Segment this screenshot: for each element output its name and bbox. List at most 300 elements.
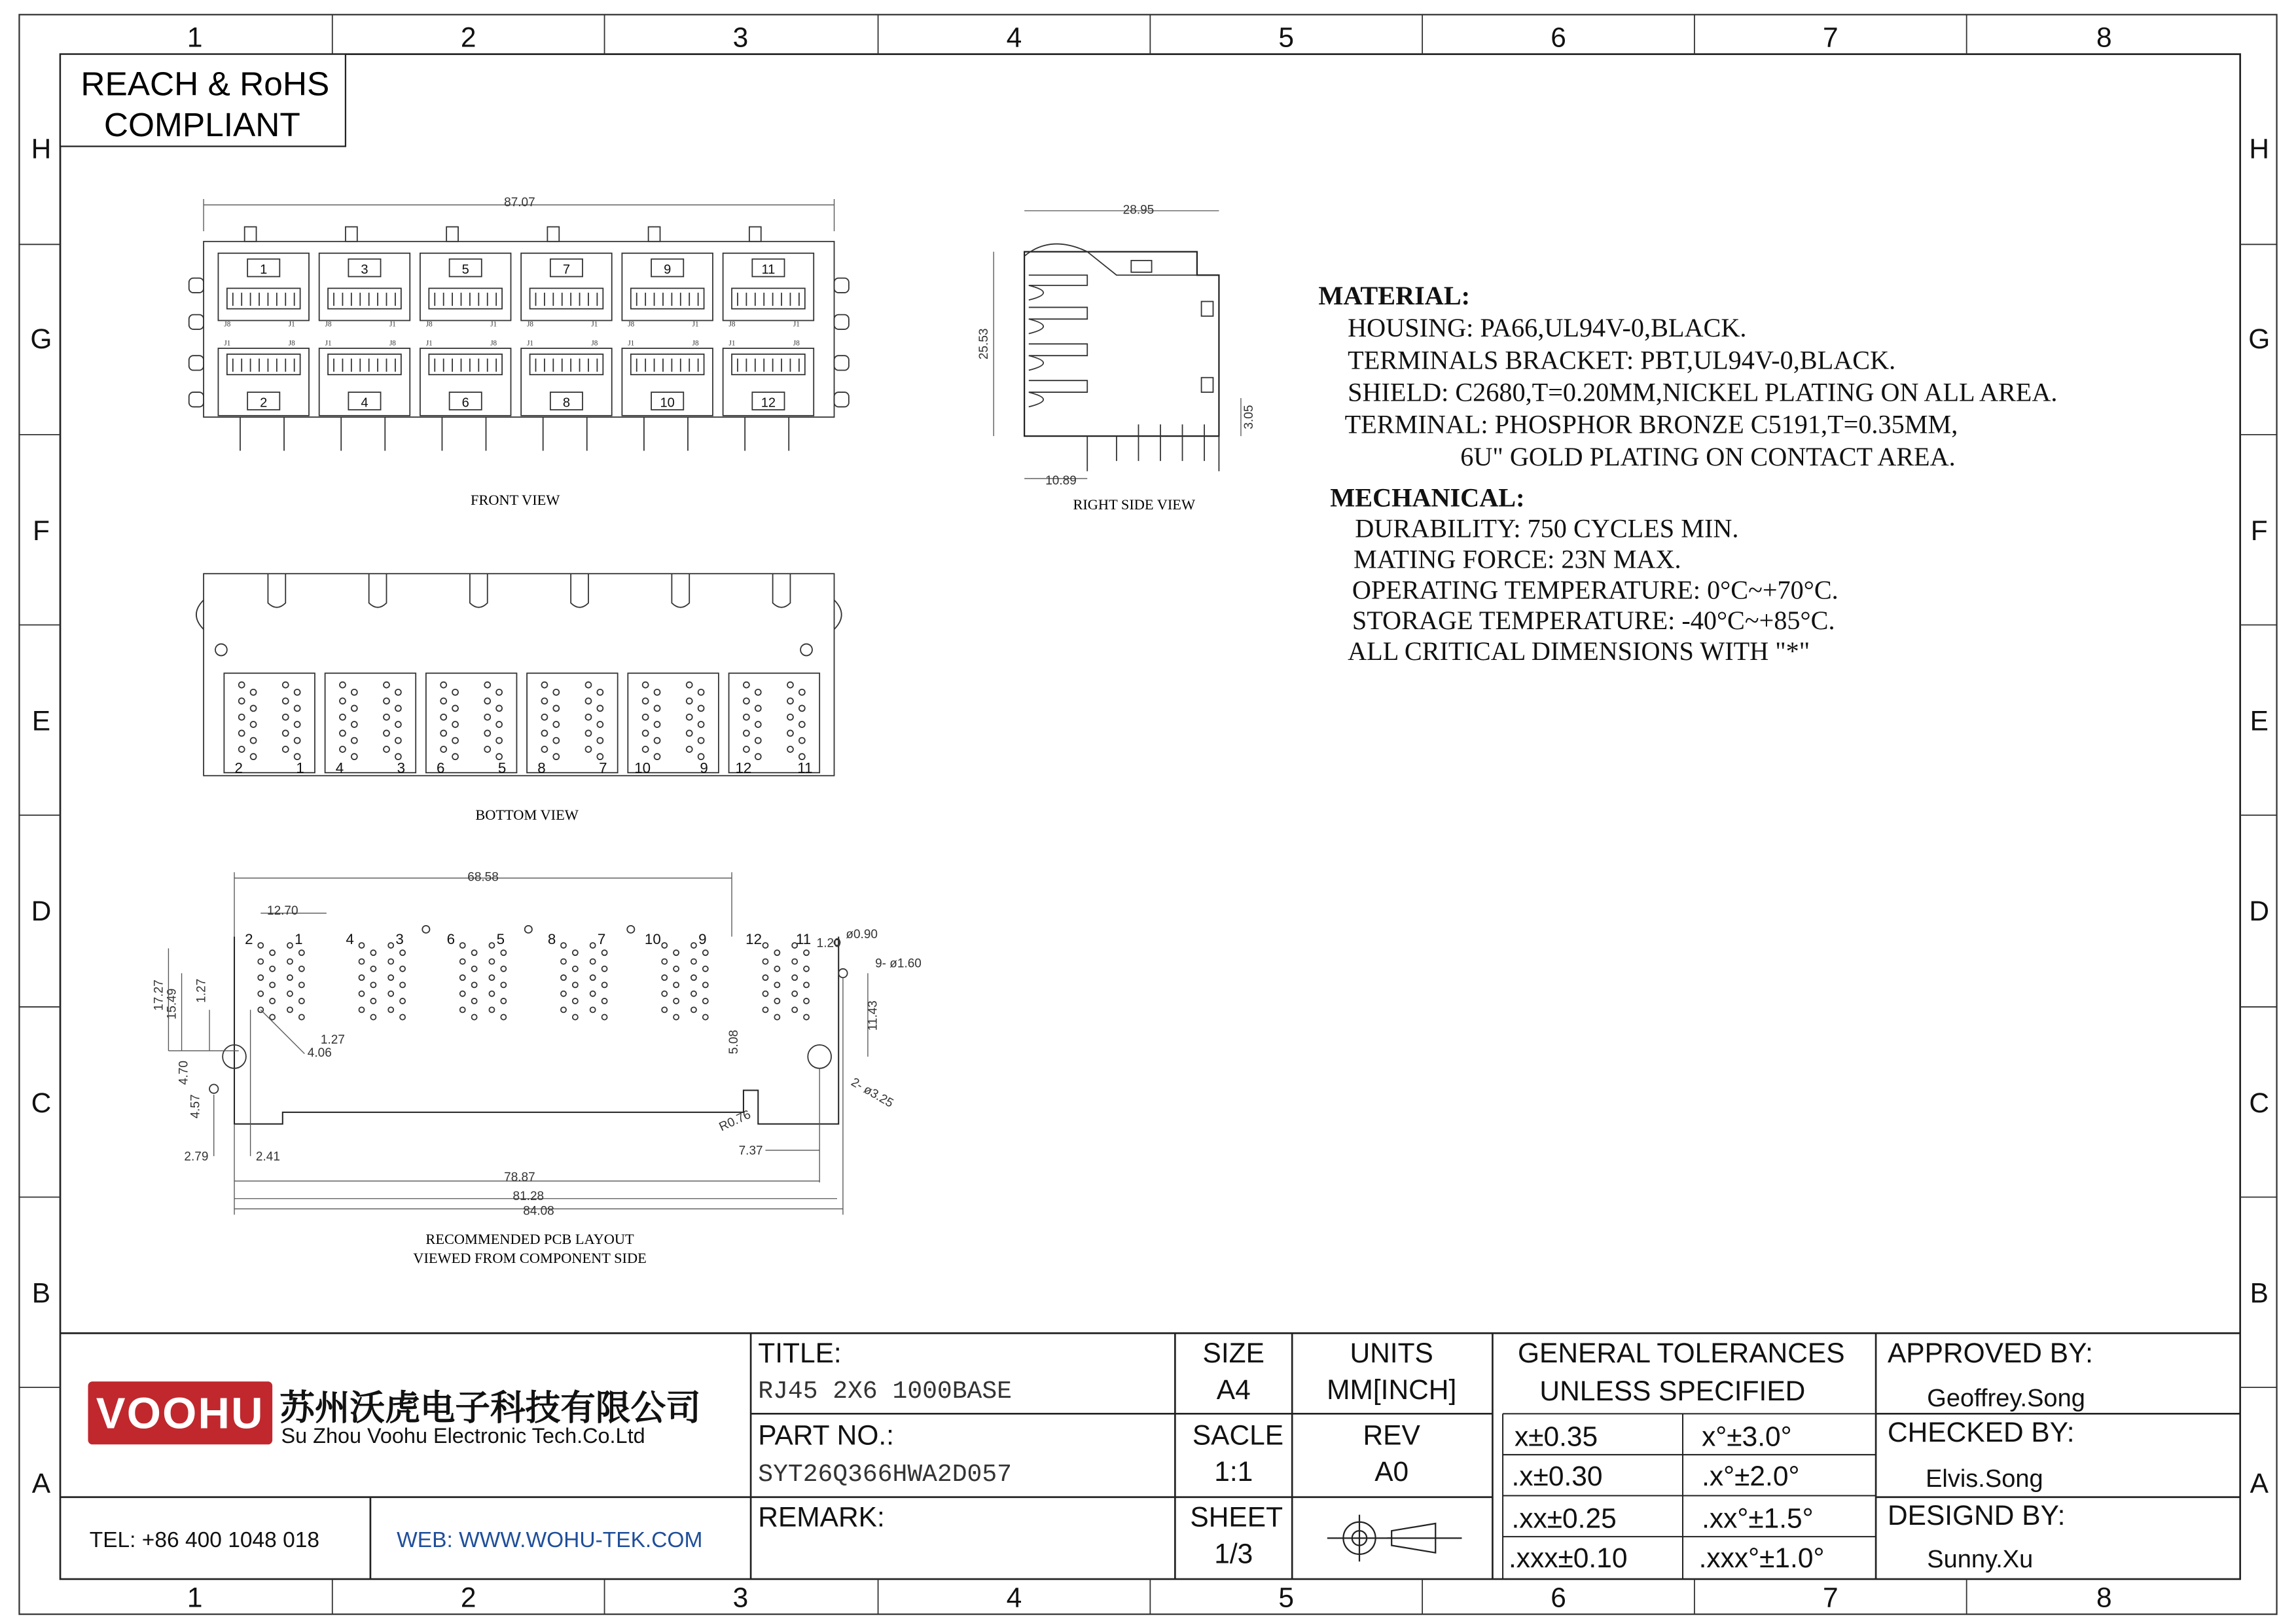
pin-mark: J1 (224, 339, 231, 348)
pin-hole (283, 730, 289, 736)
pin-block (729, 673, 820, 773)
units-label: UNITS (1350, 1338, 1433, 1369)
pcb-dim-4-57: 4.57 (188, 1094, 203, 1119)
pcb-hole (489, 943, 494, 948)
pcb-hole (460, 943, 465, 948)
pcb-hole (774, 982, 780, 987)
pin-mark: J1 (389, 320, 396, 329)
pair-label: 9 (700, 759, 708, 776)
pin-mark: J1 (793, 320, 800, 329)
pin-hole (484, 714, 490, 720)
pcb-hole (762, 975, 768, 980)
shield-tab (773, 574, 791, 607)
pin-hole (395, 689, 401, 695)
tolerance-cell: .xx±0.25 (1511, 1503, 1617, 1534)
pin-mark: J8 (425, 320, 433, 329)
pcb-hole (561, 1007, 566, 1012)
shield-tab (268, 574, 285, 607)
pin-hole (351, 754, 357, 759)
pcb-hole (287, 991, 293, 996)
col-label-bottom: 6 (1551, 1582, 1566, 1613)
port-contacts (530, 288, 603, 308)
material-line: 6U" GOLD PLATING ON CONTACT AREA. (1460, 441, 1956, 471)
pair-label: 4 (335, 759, 344, 776)
part-no-value: SYT26Q366HWA2D057 (758, 1461, 1012, 1489)
pcb-hole (804, 950, 809, 955)
tolerance-cell: .x±0.30 (1511, 1460, 1603, 1491)
pcb-dim-2-41: 2.41 (255, 1150, 280, 1164)
compliance-line1: REACH & RoHS (81, 64, 330, 103)
pin-hole (643, 746, 649, 752)
pin-hole (395, 721, 401, 727)
pin-mark: J8 (288, 339, 295, 348)
pcb-hole (590, 991, 596, 996)
pcb-hole (472, 966, 477, 972)
side-tab (834, 278, 849, 293)
pin-hole (698, 721, 704, 727)
approved-value: Geoffrey.Song (1927, 1385, 2085, 1413)
pin-hole (643, 730, 649, 736)
side-tab (189, 392, 204, 407)
side-view-caption: RIGHT SIDE VIEW (1073, 496, 1196, 513)
port-number: 1 (260, 263, 268, 278)
port-number: 4 (361, 395, 368, 410)
port-contacts (429, 288, 502, 308)
pcb-hole (573, 950, 578, 955)
pin-hole (787, 714, 793, 720)
pcb-hole (792, 991, 797, 996)
pcb-hole (602, 982, 607, 987)
pin-hole (340, 682, 346, 688)
pin-hole (655, 721, 660, 727)
pcb-pair-label: 6 (446, 930, 456, 947)
pcb-hole (299, 950, 304, 955)
port-contacts (227, 354, 300, 374)
pin-mark: J8 (591, 339, 598, 348)
pcb-hole (590, 943, 596, 948)
designed-value: Sunny.Xu (1927, 1546, 2034, 1574)
port-contacts (328, 354, 401, 374)
pin-hole (340, 730, 346, 736)
pair-label: 11 (797, 759, 813, 776)
pcb-hole (270, 998, 275, 1004)
pcb-hole (299, 998, 304, 1004)
row-label-right: G (2248, 323, 2270, 355)
col-label-bottom: 7 (1822, 1582, 1839, 1613)
pcb-hole (501, 966, 506, 972)
pin-hole (239, 714, 245, 720)
tolerance-cell: .xxx°±1.0° (1698, 1542, 1825, 1574)
pcb-hole (460, 1007, 465, 1012)
port-number: 8 (562, 395, 571, 410)
pin-mark: J8 (692, 339, 699, 348)
pcb-hole (561, 959, 566, 964)
pcb-dim-hole-0-90: ø0.90 (846, 927, 878, 941)
pin-hole (239, 698, 245, 704)
pcb-hole (258, 959, 263, 964)
size-label: SIZE (1202, 1338, 1265, 1369)
pin-hole (586, 714, 592, 720)
pcb-dim-7-37: 7.37 (738, 1144, 763, 1158)
pcb-dim-81-28: 81.28 (512, 1189, 545, 1203)
pcb-pair-label: 5 (496, 930, 505, 947)
pcb-hole (270, 1015, 275, 1020)
pin-hole (655, 754, 660, 759)
shield-tab (470, 574, 488, 607)
pin-hole (655, 689, 660, 695)
pcb-dim-radius: R0.76 (717, 1107, 753, 1135)
pin-hole (643, 682, 649, 688)
top-tab (749, 227, 761, 241)
col-label-top: 6 (1551, 22, 1566, 53)
pcb-hole (489, 991, 494, 996)
pcb-dim-4-06: 4.06 (307, 1046, 332, 1060)
pin-hole (799, 721, 805, 727)
port-number: 3 (361, 263, 368, 278)
pin-hole (251, 754, 257, 759)
rev-value: A0 (1374, 1456, 1409, 1487)
port-number: 11 (761, 263, 776, 278)
tolerance-heading: GENERAL TOLERANCES (1517, 1338, 1845, 1369)
pcb-hole (270, 966, 275, 972)
pcb-dim-4-70: 4.70 (177, 1061, 191, 1085)
tolerance-cell: .x°±2.0° (1702, 1460, 1800, 1491)
side-standoff-dim: 3.05 (1242, 405, 1256, 429)
pcb-dim-68-58: 68.58 (467, 870, 499, 884)
pin-hole (687, 730, 692, 736)
pcb-hole (388, 975, 393, 980)
port-contacts (631, 288, 704, 308)
pin-hole (295, 738, 300, 744)
pcb-hole (703, 1015, 708, 1020)
pcb-hole (792, 959, 797, 964)
pin-mark: J1 (425, 339, 433, 348)
company-name-en: Su Zhou Voohu Electronic Tech.Co.Ltd (281, 1424, 645, 1448)
pin-hole (755, 721, 761, 727)
size-value: A4 (1216, 1374, 1251, 1405)
pcb-hole (472, 950, 477, 955)
pcb-dim-1-20: 1.20 (816, 936, 841, 951)
col-label-top: 4 (1006, 22, 1022, 53)
pin-hole (484, 682, 490, 688)
pcb-hole (472, 982, 477, 987)
scale-value: 1:1 (1214, 1456, 1253, 1487)
pin-hole (643, 698, 649, 704)
pcb-hole (270, 982, 275, 987)
pcb-hole (472, 998, 477, 1004)
pin-hole (440, 682, 446, 688)
tolerance-cell: x°±3.0° (1702, 1421, 1792, 1452)
pin-hole (239, 746, 245, 752)
port-number: 2 (260, 395, 268, 410)
pcb-hole (299, 982, 304, 987)
pin-hole (295, 721, 300, 727)
row-label-right: E (2250, 705, 2269, 737)
compliance-line2: COMPLIANT (103, 105, 300, 143)
pcb-hole (400, 998, 405, 1004)
rev-label: REV (1363, 1419, 1420, 1451)
pin-hole (295, 754, 300, 759)
pin-hole (597, 754, 603, 759)
pcb-hole (602, 950, 607, 955)
title-label: TITLE: (758, 1338, 842, 1369)
pin-hole (597, 738, 603, 744)
right-side-view (977, 203, 1256, 513)
pin-hole (643, 714, 649, 720)
pcb-dim-11-43: 11.43 (866, 1000, 880, 1031)
pin-mark: J8 (325, 320, 332, 329)
pin-block (628, 673, 719, 773)
tolerance-cell: x±0.35 (1514, 1421, 1598, 1452)
pin-mark: J8 (793, 339, 800, 348)
pcb-pair-label: 12 (745, 930, 762, 947)
shield-tab (672, 574, 689, 607)
pin-hole (351, 721, 357, 727)
pin-mark: J8 (224, 320, 231, 329)
pcb-hole (590, 959, 596, 964)
pcb-pair-label: 2 (245, 930, 253, 947)
pcb-hole (602, 966, 607, 972)
pcb-hole (673, 966, 679, 972)
pcb-caption-line1: RECOMMENDED PCB LAYOUT (425, 1231, 634, 1248)
pcb-hole (573, 1015, 578, 1020)
pin-hole (384, 698, 389, 704)
port-contacts (530, 354, 603, 374)
material-heading: MATERIAL: (1318, 280, 1471, 310)
projection-symbol-icon (1327, 1515, 1462, 1562)
pcb-hole (774, 966, 780, 972)
row-label-right: H (2249, 133, 2270, 164)
pin-block (527, 673, 618, 773)
pin-hole (452, 738, 458, 744)
col-label-bottom: 1 (187, 1582, 203, 1613)
row-label-left: C (31, 1087, 52, 1118)
pin-hole (496, 689, 502, 695)
pcb-hole (561, 943, 566, 948)
pcb-pair-label: 7 (597, 930, 606, 947)
col-label-bottom: 5 (1278, 1582, 1295, 1613)
pin-hole (586, 682, 592, 688)
pcb-hole (388, 943, 393, 948)
pcb-hole (774, 1015, 780, 1020)
shield-tab (369, 574, 387, 607)
pcb-hole (359, 991, 364, 996)
pin-mark: J8 (490, 339, 497, 348)
pair-label: 7 (599, 759, 607, 776)
pcb-hole (370, 950, 376, 955)
pcb-hole (359, 1007, 364, 1012)
pcb-hole (691, 991, 696, 996)
pin-hole (698, 754, 704, 759)
pin-hole (351, 705, 357, 711)
top-tab (346, 227, 357, 241)
side-tab (189, 356, 204, 370)
pcb-hole (673, 982, 679, 987)
pcb-hole (388, 991, 393, 996)
pcb-hole (691, 943, 696, 948)
pin-hole (687, 714, 692, 720)
pcb-dim-hole-3-25: 2- ø3.25 (848, 1075, 896, 1111)
pcb-hole (774, 998, 780, 1004)
pcb-hole (489, 975, 494, 980)
pair-label: 12 (735, 759, 752, 776)
pcb-hole (489, 959, 494, 964)
pin-hole (597, 721, 603, 727)
port-number: 10 (660, 395, 675, 410)
pin-hole (440, 746, 446, 752)
compliance-box (60, 54, 346, 147)
pin-hole (553, 754, 559, 759)
pcb-hole (774, 950, 780, 955)
pin-hole (787, 746, 793, 752)
pin-hole (239, 682, 245, 688)
pin-hole (541, 682, 547, 688)
pcb-dim-5-08: 5.08 (726, 1030, 741, 1055)
pcb-hole (460, 991, 465, 996)
outer-frame (19, 14, 2276, 1614)
row-label-left: H (31, 133, 52, 164)
port-number: 12 (761, 395, 776, 410)
pin-hole (553, 738, 559, 744)
sheet-label: SHEET (1190, 1501, 1283, 1533)
col-label-bottom: 2 (460, 1582, 476, 1613)
port-number: 7 (562, 263, 571, 278)
pcb-hole (287, 1007, 293, 1012)
pcb-hole (489, 1007, 494, 1012)
side-tab (834, 392, 849, 407)
pcb-dim-84-08: 84.08 (523, 1204, 554, 1218)
pcb-hole (691, 959, 696, 964)
pin-hole (586, 730, 592, 736)
pin-hole (687, 698, 692, 704)
mechanical-heading: MECHANICAL: (1330, 483, 1525, 513)
pin-hole (452, 754, 458, 759)
pin-hole (395, 738, 401, 744)
pcb-hole (270, 950, 275, 955)
pcb-dim-2-79: 2.79 (184, 1150, 209, 1164)
pcb-hole (703, 998, 708, 1004)
scale-label: SACLE (1192, 1419, 1284, 1451)
company-name-cn: 苏州沃虎电子科技有限公司 (279, 1388, 701, 1428)
pcb-hole (370, 1015, 376, 1020)
row-label-right: B (2250, 1277, 2269, 1309)
notes-block (1318, 281, 2057, 666)
pcb-hole (573, 982, 578, 987)
pcb-hole (691, 975, 696, 980)
pin-hole (787, 682, 793, 688)
pin-hole (541, 746, 547, 752)
pin-mark: J1 (728, 339, 736, 348)
row-label-right: F (2250, 515, 2268, 546)
pin-hole (655, 705, 660, 711)
front-view-caption: FRONT VIEW (471, 492, 560, 509)
row-label-right: A (2250, 1468, 2269, 1499)
pcb-dim-hole-1-60: 9- ø1.60 (875, 957, 922, 971)
pcb-dim-1-27: 1.27 (194, 978, 209, 1003)
pin-hole (799, 705, 805, 711)
top-tab (649, 227, 660, 241)
pin-mark: J1 (527, 339, 534, 348)
part-no-label: PART NO.: (758, 1419, 894, 1451)
pin-hole (553, 689, 559, 695)
pin-mark: J1 (490, 320, 497, 329)
col-label-top: 2 (460, 22, 476, 53)
sheet-value: 1/3 (1214, 1538, 1253, 1569)
pcb-hole (400, 982, 405, 987)
pin-hole (496, 705, 502, 711)
pcb-hole (703, 982, 708, 987)
pcb-hole (762, 1007, 768, 1012)
logo-text: VOOHU (96, 1389, 264, 1438)
pcb-pair-label: 10 (644, 930, 661, 947)
pcb-hole (662, 959, 667, 964)
pcb-hole (501, 1015, 506, 1020)
pin-hole (251, 738, 257, 744)
pcb-hole (703, 966, 708, 972)
pin-hole (340, 746, 346, 752)
bottom-view (196, 574, 842, 823)
pin-hole (384, 730, 389, 736)
pin-hole (351, 689, 357, 695)
col-label-top: 8 (2096, 22, 2112, 53)
pin-hole (251, 721, 257, 727)
row-label-right: C (2249, 1087, 2270, 1118)
mechanical-line: STORAGE TEMPERATURE: -40°C~+85°C. (1352, 606, 1835, 636)
pcb-hole (370, 966, 376, 972)
side-tab (189, 278, 204, 293)
pcb-hole (287, 959, 293, 964)
port-contacts (227, 288, 300, 308)
pcb-hole (287, 975, 293, 980)
pin-hole (744, 746, 749, 752)
row-label-right: D (2249, 896, 2270, 927)
mechanical-line: MATING FORCE: 23N MAX. (1354, 544, 1681, 574)
mechanical-line: ALL CRITICAL DIMENSIONS WITH "*" (1348, 636, 1810, 666)
side-offset-dim: 10.89 (1045, 473, 1077, 488)
pin-hole (496, 738, 502, 744)
pin-hole (351, 738, 357, 744)
mount-peg (800, 644, 812, 656)
pcb-hole (400, 1015, 405, 1020)
side-tab (834, 315, 849, 329)
pin-hole (799, 754, 805, 759)
pin-hole (340, 698, 346, 704)
pin-hole (755, 689, 761, 695)
tel-text: TEL: +86 400 1048 018 (89, 1527, 320, 1552)
mechanical-line: OPERATING TEMPERATURE: 0°C~+70°C. (1352, 575, 1839, 605)
pin-hole (440, 698, 446, 704)
pin-hole (251, 705, 257, 711)
pin-hole (597, 705, 603, 711)
front-view (189, 196, 849, 508)
tolerance-cell: .xxx±0.10 (1509, 1542, 1628, 1574)
port-contacts (732, 354, 805, 374)
title-value: RJ45 2X6 1000BASE (758, 1377, 1012, 1406)
pin-hole (553, 721, 559, 727)
pcb-hole (460, 959, 465, 964)
pcb-hole (359, 943, 364, 948)
pair-label: 10 (634, 759, 651, 776)
material-line: TERMINAL: PHOSPHOR BRONZE C5191,T=0.35MM, (1344, 409, 1958, 439)
pair-label: 2 (234, 759, 243, 776)
pcb-hole (370, 998, 376, 1004)
col-label-top: 3 (732, 22, 749, 53)
pcb-hole (804, 982, 809, 987)
zone-ticks (19, 14, 2276, 1614)
side-depth-dim: 28.95 (1122, 203, 1155, 217)
pcb-dim-17-27: 17.27 (152, 979, 166, 1011)
pin-hole (251, 689, 257, 695)
